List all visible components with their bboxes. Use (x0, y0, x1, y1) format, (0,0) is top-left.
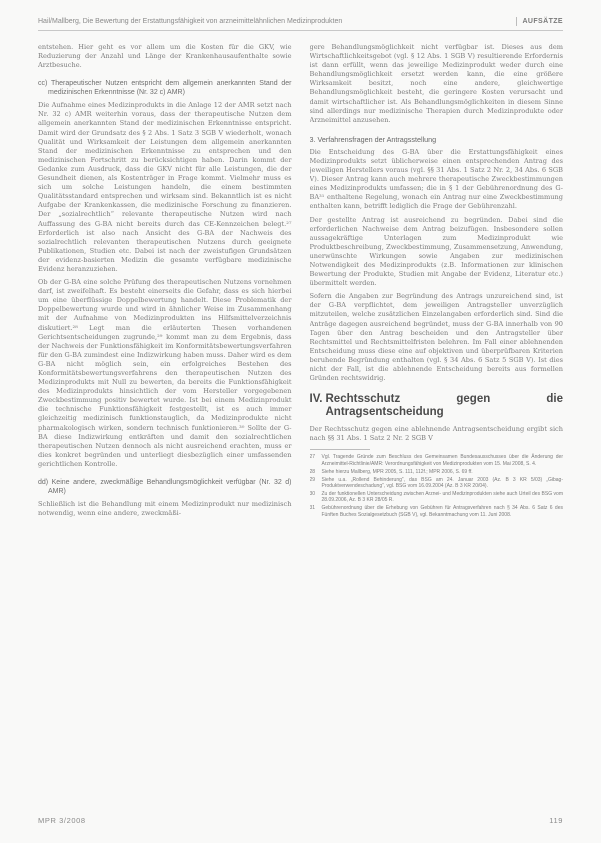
paragraph: Der Rechtsschutz gegen eine ablehnende Antragsentscheidung ergibt sich nach §§ 31 Abs. 1 Satz 2 Nr. 2 SGB V (309, 425, 563, 443)
footnote-text: Gebührenordnung über die Erhebung von Gebühren für Antragsverfahren nach § 34 Abs. 6 Satz 6 des Fünften Buches Sozialgesetzbuch (SGB V), vgl. Bekanntmachung vom 11. Juni 2008. (321, 505, 563, 518)
paragraph: gere Behandlungsmöglichkeit nicht verfügbar ist. Dieses aus dem Wirtschaftlichkeitsgebot (vgl. § 12 Abs. 1 SGB V) resultierende Erfordernis ist dann erfüllt, wenn das jeweilige Medizinprodukt weder durch eine Behandlungsmöglichkeit ersetzt werden kann, die eine größere Wirksamkeit besitzt, noch eine andere, gleichwertige Behandlungsmöglichkeit besteht, die geringere Kosten verursacht und damit wirtschaftlicher ist. Als Behandlungsmöglichkeiten in diesem Sinne sind allerdings nur medizinische Therapien durch Medizinprodukte oder Arzneimittel anzusehen. (309, 43, 563, 124)
footnote-number: 28 (309, 468, 316, 475)
footnote-text: Siehe u.a. „Rollend Behinderung“, das BSG am 24. Januar 2003 (Az. B 3 KR 5/03) „Gibag-Produktverwendeschadung“, vgl. BSG vom 16.09.2004 (Az. B 3 KR 20/04). (321, 476, 563, 489)
running-head-section: AUFSÄTZE (522, 17, 563, 25)
footnote-number: 30 (309, 490, 316, 497)
paragraph: entstehen. Hier geht es vor allem um die Kosten für die GKV, wie Reduzierung der Anzahl und Länge der Krankenhausaufenthalte sowie Arztbesuche. (38, 43, 292, 70)
footnote (310, 505, 564, 518)
section-title: Rechtsschutz gegen die Antragsentscheidung (325, 393, 563, 419)
section-heading-3: 3. Verfahrensfragen der Antragsstellung (309, 134, 437, 144)
paragraph: Ob der G-BA eine solche Prüfung des therapeutischen Nutzens vornehmen darf, ist zweifelhaft. Es besteht einerseits die Gefahr, dass es sich hierbei um eine überflüssige Doppelbewertung handelt. Diese Problematik der Doppelbewertung wurde und wird in ähnlicher Weise im Zusammenhang mit der Aufnahme von Medizinprodukten ins Hilfsmittelverzeichnis diskutiert.²⁸ Legt man die erläuterten Thesen vorhandenen Gerichtsentscheidungen zugrunde,²⁹ kommt man zu dem Ergebnis, dass der Nachweis der Funktionsfähigkeit im Konformitätsbewertungsverfahren für den G-BA zumindest eine Indizwirkung haben muss. Daher wird es dem G-BA nicht möglich sein, ein erfolgreiches Bestehen des Konformitätsbewertungsverfahrens den therapeutischen Nutzen des Medizinprodukts mit Null zu bewerten, da bereits die Funktionsfähigkeit des Medizinprodukts hinsichtlich der vom Hersteller vorgegebenen Zweckbestimmung positiv bewertet wurde. Ist bei einem Medizinprodukt die technische Funktionsfähigkeit festgestellt, ist es auch immer gleichzeitig medizinisch funktionstauglich, da Medizinprodukte nicht pharmakologisch wirken, sondern technisch funktionieren.³⁰ Sollte der G-BA diese Indizwirkung entkräften und damit den sozialrechtlichen therapeutischen Nutzen dennoch als nicht ausreichend erachten, muss er dies konkret begründen und unterliegt diesbezüglich einer umfassenden gerichtlichen Kontrolle. (38, 278, 292, 468)
paragraph: Der gestellte Antrag ist ausreichend zu begründen. Dabei sind die erforderlichen Nachweise dem Antrag beizufügen. Insbesondere sollen aussagekräftige Unterlagen zum Medizinprodukt wie Produktbeschreibung, Zweckbestimmung, Zusammensetzung, Anwendung, unerwünschte Wirkungen sowie Angaben zur medizinischen Notwendigkeit des Medizinprodukts (z.B. Informationen zur klinischen Bewertung der Produkte, Studien mit Angabe der Evidenz, Literatur etc.) übermittelt werden. (309, 215, 563, 288)
footnote-text: Siehe hierzu Mallberg, MPR 2005, S. 111, 112f.; MPR 2006, S. 69 ff. (321, 468, 473, 475)
running-head (38, 14, 563, 31)
subheading-cc: cc) Therapeutischer Nutzen entspricht dem allgemein anerkannten Stand der medizinischen Erkenntnisse (Nr. 32 c) AMR) (38, 80, 292, 97)
right-column (310, 43, 564, 785)
text-columns (38, 43, 563, 785)
footnote-number: 27 (309, 454, 316, 461)
running-head-title: Hail/Mallberg, Die Bewertung der Erstattungsfähigkeit von arzneimittelähnlichen Medizinprodukten (38, 17, 343, 25)
running-head-divider (516, 17, 517, 26)
footnotes (310, 454, 564, 518)
footnote-text: Zu der funktionellen Unterscheidung zwischen Arznei- und Medizinprodukten siehe auch Urteil des BSG vom 28.09.2006, Az. B 3 KR 28/05 R. (321, 490, 563, 504)
subheading-dd: dd) Keine andere, zweckmäßige Behandlungsmöglichkeit verfügbar (Nr. 32 d) AMR) (38, 479, 292, 496)
footnote (310, 491, 564, 504)
paragraph: Die Aufnahme eines Medizinprodukts in die Anlage 12 der AMR setzt nach Nr. 32 c) AMR weiterhin voraus, dass der therapeutische Nutzen dem allgemein anerkannten Stand der medizinischen Erkenntnisse entspricht. Damit wird der Grundsatz des § 2 Abs. 1 Satz 3 SGB V wiederholt, wonach Qualität und Wirksamkeit der Leistungen dem allgemein anerkannten Stand der medizinischen Erkenntnisse zu entsprechen und den medizinischen Fortschritt zu berücksichtigen haben. Darin kommt der Gedanke zum Ausdruck, dass die GKV nicht für alle Leistungen, die der Gesundheit dienen, als Kostenträger in Frage kommt. Vielmehr muss es sich um solche Leistungen handeln, die einem bestimmten Qualitätsstandard entsprechen und wirksam sind. Bekanntlich ist es nicht Aufgabe der Krankenkassen, die medizinische Forschung zu finanzieren. Der „sozialrechtlich“ relevante therapeutische Nutzen wird nach Auffassung des G-BA nicht bereits durch das CE-Kennzeichen belegt.²⁷ Erforderlich ist also nach Ansicht des G-BA der Nachweis des sozialrechtlich relevanten therapeutischen Nutzens durch geeignete Publikationen, Studien etc. Dabei ist nach der zweistufigen Grundsätzen der evidenz-basierten Medizin die gesamte verfügbare medizinische Evidenz heranzuziehen. (38, 101, 292, 273)
footnote (310, 469, 564, 475)
paragraph: Sofern die Angaben zur Begründung des Antrags unzureichend sind, ist der G-BA verpflichtet, dem jeweiligen Antragsteller unverzüglich mitzuteilen, welche zusätzlichen Einzelangaben erforderlich sind. Sind die Anträge dagegen ausreichend begründet, muss der G-BA innerhalb von 90 Tagen über den Antrag bescheiden und den Antragsteller über Rechtsmittel und Rechtsmittelfristen belehren. Im Fall einer ablehnenden Entscheidung muss diese eine auf objektiven und überprüfbaren Kriterien beruhende Begründung enthalten (vgl. § 34 Abs. 6 Satz 5 SGB V). Ist dies nicht der Fall, ist die ablehnende Entscheidung bereits aus formellen Gründen rechtswidrig. (309, 292, 563, 383)
paragraph: Schließlich ist die Behandlung mit einem Medizinprodukt nur medizinisch notwendig, wenn eine andere, zweckmäßi- (38, 500, 292, 518)
page-footer (38, 816, 563, 825)
footnote (310, 477, 564, 490)
paragraph: Die Entscheidung des G-BA über die Erstattungsfähigkeit eines Medizinprodukts setzt üblicherweise einen entsprechenden Antrag des jeweiligen Herstellers voraus (vgl. §§ 31 Abs. 1 Satz 2 Nr. 2, 34 Abs. 6 SGB V). Dieser Antrag kann auch mehrere therapeutische Zweckbestimmungen eines Medizinprodukts umfassen; die in § 1 der Gebührenordnung des G-BA³¹ enthaltene Regelung, wonach ein Antrag nur eine Zweckbestimmung enthalten kann, betrifft lediglich die Frage der Gebührenzahl. (309, 147, 563, 211)
footnote-text: Vgl. Tragende Gründe zum Beschluss des Gemeinsamen Bundesausschusses über die Änderung der Arzneimittel-Richtlinie/AMR: Verordnungsfähigkeit von Medizinprodukten vom 15. Mai 2008, S. 4. (321, 454, 563, 467)
footnote-number: 29 (309, 476, 316, 483)
footnote-divider (310, 449, 370, 450)
footnote (310, 454, 564, 467)
page-number: 119 (549, 816, 563, 825)
section-heading-iv (310, 393, 564, 419)
footnote-number: 31 (309, 505, 316, 512)
section-number: IV. (309, 393, 323, 406)
left-column (38, 43, 292, 785)
journal-issue: MPR 3/2008 (38, 816, 86, 825)
